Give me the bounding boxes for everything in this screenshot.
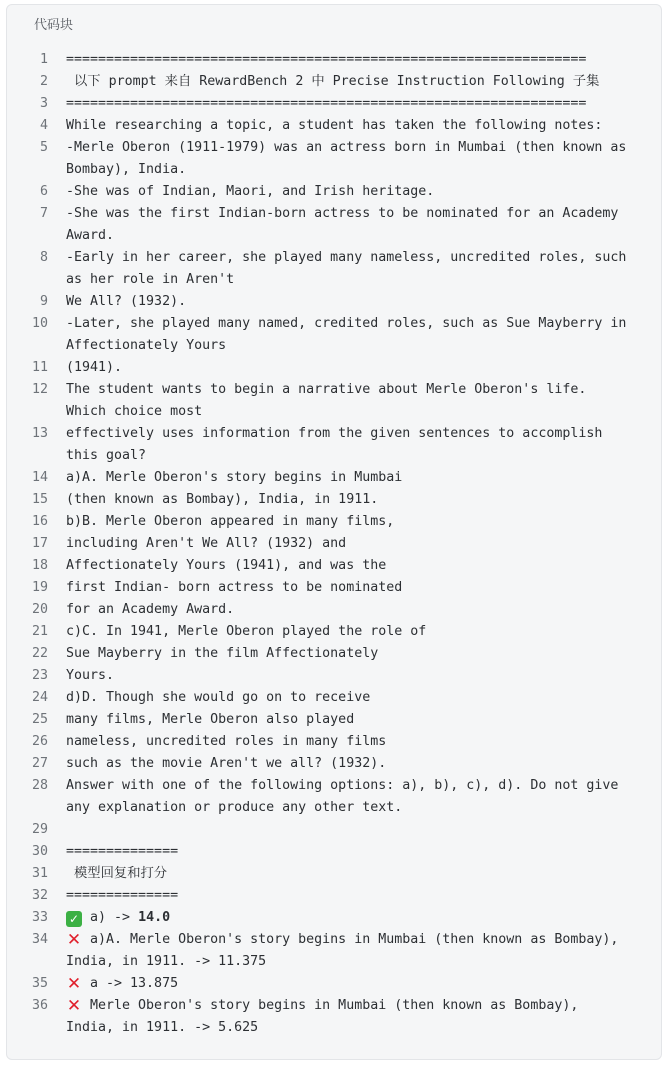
line-content: Sue Mayberry in the film Affectionately	[66, 646, 379, 661]
line-content	[66, 907, 633, 929]
line-number: 5	[39, 140, 48, 155]
line-number: 19	[31, 580, 48, 595]
line-number: 26	[31, 734, 48, 749]
code-line	[7, 181, 663, 203]
code-line	[7, 753, 663, 775]
line-content	[66, 929, 633, 973]
line-content: nameless, uncredited roles in many films	[66, 734, 387, 749]
code-line	[7, 357, 663, 379]
code-line	[7, 489, 663, 511]
line-content: including Aren't We All? (1932) and	[66, 536, 347, 551]
code-line	[7, 137, 663, 181]
code-line	[7, 423, 663, 467]
line-number: 2	[39, 74, 48, 89]
line-number: 1	[39, 52, 48, 67]
line-content: 模型回复和打分	[66, 866, 168, 881]
line-content: While researching a topic, a student has taken the following notes:	[66, 118, 603, 133]
code-line	[7, 643, 663, 665]
line-content: such as the movie Aren't we all? (1932).	[66, 756, 387, 771]
result-text: Merle Oberon's story begins in Mumbai (then known as Bombay), India, in 1911. -> 5.625	[66, 998, 587, 1035]
result-text: a)A. Merle Oberon's story begins in Mumbai (then known as Bombay), India, in 1911. -> 11.375	[66, 932, 627, 969]
line-number: 12	[31, 382, 48, 397]
result-line	[7, 995, 663, 1039]
line-number: 3	[39, 96, 48, 111]
cross-mark-icon: ✕	[66, 974, 82, 994]
line-number: 25	[31, 712, 48, 727]
result-score: 14.0	[138, 910, 171, 925]
code-line	[7, 203, 663, 247]
line-number: 31	[31, 866, 48, 881]
line-content: The student wants to begin a narrative about Merle Oberon's life. Which choice most	[66, 382, 595, 419]
line-number: 22	[31, 646, 48, 661]
line-content: ==============	[66, 888, 179, 903]
code-line	[7, 71, 663, 93]
line-number: 4	[39, 118, 48, 133]
line-number: 13	[31, 426, 48, 441]
line-number: 34	[31, 932, 48, 947]
line-content: -Later, she played many named, credited roles, such as Sue Mayberry in Affectionately Yours	[66, 316, 635, 353]
line-number: 28	[31, 778, 48, 793]
code-line	[7, 731, 663, 753]
code-line	[7, 621, 663, 643]
line-content: Answer with one of the following options: a), b), c), d). Do not give any explanation or produce any other text.	[66, 778, 627, 815]
line-content: We All? (1932).	[66, 294, 187, 309]
line-number: 21	[31, 624, 48, 639]
line-content: c)C. In 1941, Merle Oberon played the role of	[66, 624, 427, 639]
line-number: 17	[31, 536, 48, 551]
line-number: 14	[31, 470, 48, 485]
line-number: 32	[31, 888, 48, 903]
line-number: 6	[39, 184, 48, 199]
result-line	[7, 907, 663, 929]
result-text: a -> 13.875	[90, 976, 179, 991]
code-line	[7, 775, 663, 819]
code-line	[7, 511, 663, 533]
line-content: =================================================================	[66, 96, 587, 111]
line-content: 以下 prompt 来自 RewardBench 2 中 Precise Instruction Following 子集	[66, 74, 600, 89]
code-line	[7, 49, 663, 71]
code-line	[7, 533, 663, 555]
line-content: (then known as Bombay), India, in 1911.	[66, 492, 379, 507]
line-number: 30	[31, 844, 48, 859]
line-number: 8	[39, 250, 48, 265]
line-number: 23	[31, 668, 48, 683]
line-number: 7	[39, 206, 48, 221]
code-line	[7, 555, 663, 577]
code-block	[6, 4, 662, 1060]
line-number: 33	[31, 910, 48, 925]
line-number: 15	[31, 492, 48, 507]
line-content: -She was of Indian, Maori, and Irish heritage.	[66, 184, 435, 199]
code-area[interactable]	[7, 49, 663, 1039]
code-line	[7, 841, 663, 863]
line-content: Yours.	[66, 668, 115, 683]
code-line	[7, 115, 663, 137]
line-number: 29	[31, 822, 48, 837]
line-content: d)D. Though she would go on to receive	[66, 690, 371, 705]
line-number: 18	[31, 558, 48, 573]
check-mark-icon: ✓	[66, 911, 82, 927]
line-content: for an Academy Award.	[66, 602, 235, 617]
line-content: b)B. Merle Oberon appeared in many films,	[66, 514, 395, 529]
code-block-title: 代码块	[34, 18, 74, 33]
line-content: =================================================================	[66, 52, 587, 67]
code-line	[7, 709, 663, 731]
line-number: 36	[31, 998, 48, 1013]
code-line	[7, 93, 663, 115]
line-content	[66, 973, 633, 995]
cross-mark-icon: ✕	[66, 930, 82, 950]
code-line	[7, 247, 663, 291]
line-content: -Early in her career, she played many nameless, uncredited roles, such as her role in Aren't	[66, 250, 635, 287]
result-text: a) ->	[90, 910, 139, 925]
code-line	[7, 863, 663, 885]
code-line	[7, 885, 663, 907]
result-line	[7, 929, 663, 973]
line-content: many films, Merle Oberon also played	[66, 712, 355, 727]
code-line	[7, 687, 663, 709]
code-line	[7, 313, 663, 357]
line-number: 11	[31, 360, 48, 375]
code-line	[7, 467, 663, 489]
code-line	[7, 665, 663, 687]
line-content: (1941).	[66, 360, 123, 375]
code-line	[7, 577, 663, 599]
line-number: 9	[39, 294, 48, 309]
code-line	[7, 379, 663, 423]
code-line	[7, 291, 663, 313]
line-content: a)A. Merle Oberon's story begins in Mumbai	[66, 470, 403, 485]
line-content: -Merle Oberon (1911-1979) was an actress born in Mumbai (then known as Bombay), India.	[66, 140, 635, 177]
line-content: first Indian- born actress to be nominated	[66, 580, 403, 595]
code-line	[7, 599, 663, 621]
line-content: -She was the first Indian-born actress to be nominated for an Academy Award.	[66, 206, 627, 243]
line-content: effectively uses information from the given sentences to accomplish this goal?	[66, 426, 611, 463]
result-line	[7, 973, 663, 995]
line-number: 10	[31, 316, 48, 331]
line-content: ==============	[66, 844, 179, 859]
line-content	[66, 995, 633, 1039]
line-number: 35	[31, 976, 48, 991]
code-line	[7, 819, 663, 841]
line-number: 20	[31, 602, 48, 617]
line-number: 27	[31, 756, 48, 771]
cross-mark-icon: ✕	[66, 996, 82, 1016]
line-number: 24	[31, 690, 48, 705]
line-content: Affectionately Yours (1941), and was the	[66, 558, 387, 573]
line-number: 16	[31, 514, 48, 529]
